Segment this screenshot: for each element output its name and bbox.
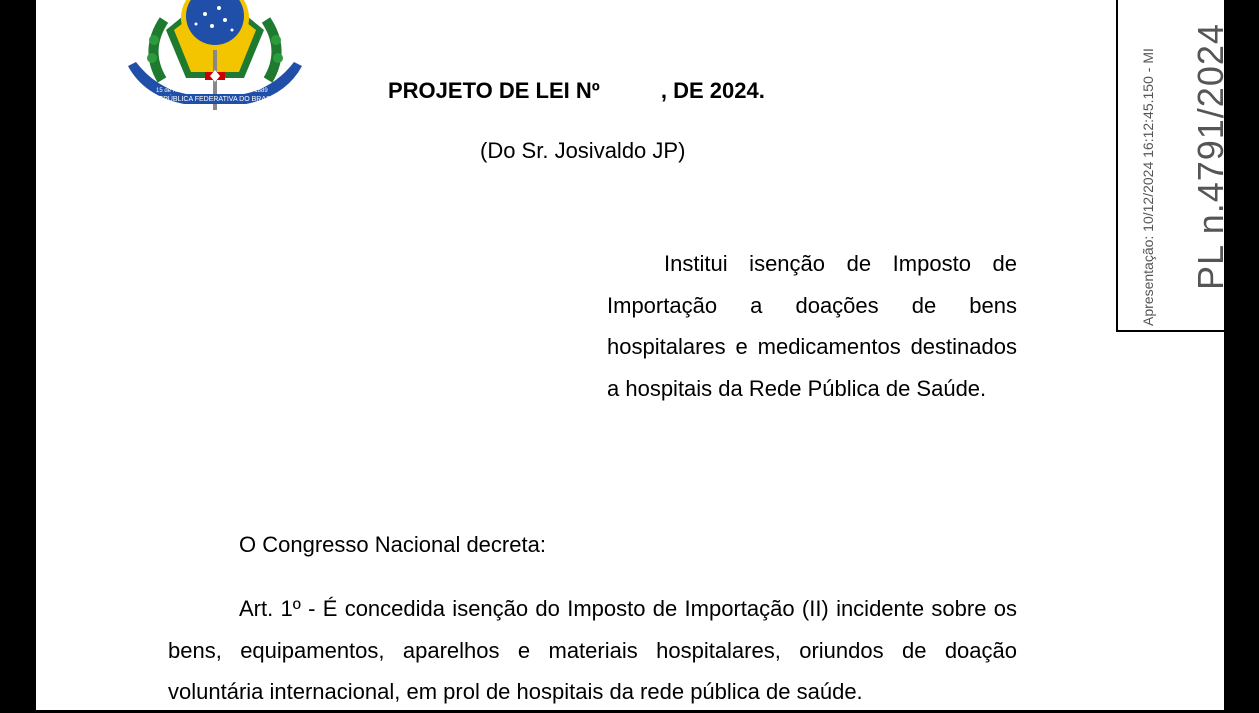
- bill-title: PROJETO DE LEI Nº , DE 2024.: [388, 78, 765, 103]
- brasil-coat-of-arms-emblem: [124, 0, 306, 114]
- emblem-ribbon-text: REPÚBLICA FEDERATIVA DO BRASIL: [153, 96, 277, 103]
- emblem-date-right: de 1889: [246, 88, 268, 94]
- bill-number-stamp: PL n.4791/2024: [1190, 23, 1231, 290]
- emblem-date-left: 15 de Novembro: [156, 88, 201, 94]
- article-1-text: Art. 1º - É concedida isenção do Imposto de Importação (II) incidente sobre os bens, equipamentos, aparelhos e materiais hospitalares, oriundos de doação voluntária internacional, em prol de hospitais da rede pública de saúde.: [168, 596, 1017, 704]
- enacting-clause: O Congresso Nacional decreta:: [239, 532, 546, 557]
- presentation-timestamp: Apresentação: 10/12/2024 16:12:45.150 - MI: [1140, 48, 1156, 326]
- bill-summary-ementa: Institui isenção de Imposto de Importação a doações de bens hospitalares e medicamentos destinados a hospitais da Rede Pública de Saúde.: [607, 251, 1017, 401]
- bill-author: (Do Sr. Josivaldo JP): [480, 138, 686, 163]
